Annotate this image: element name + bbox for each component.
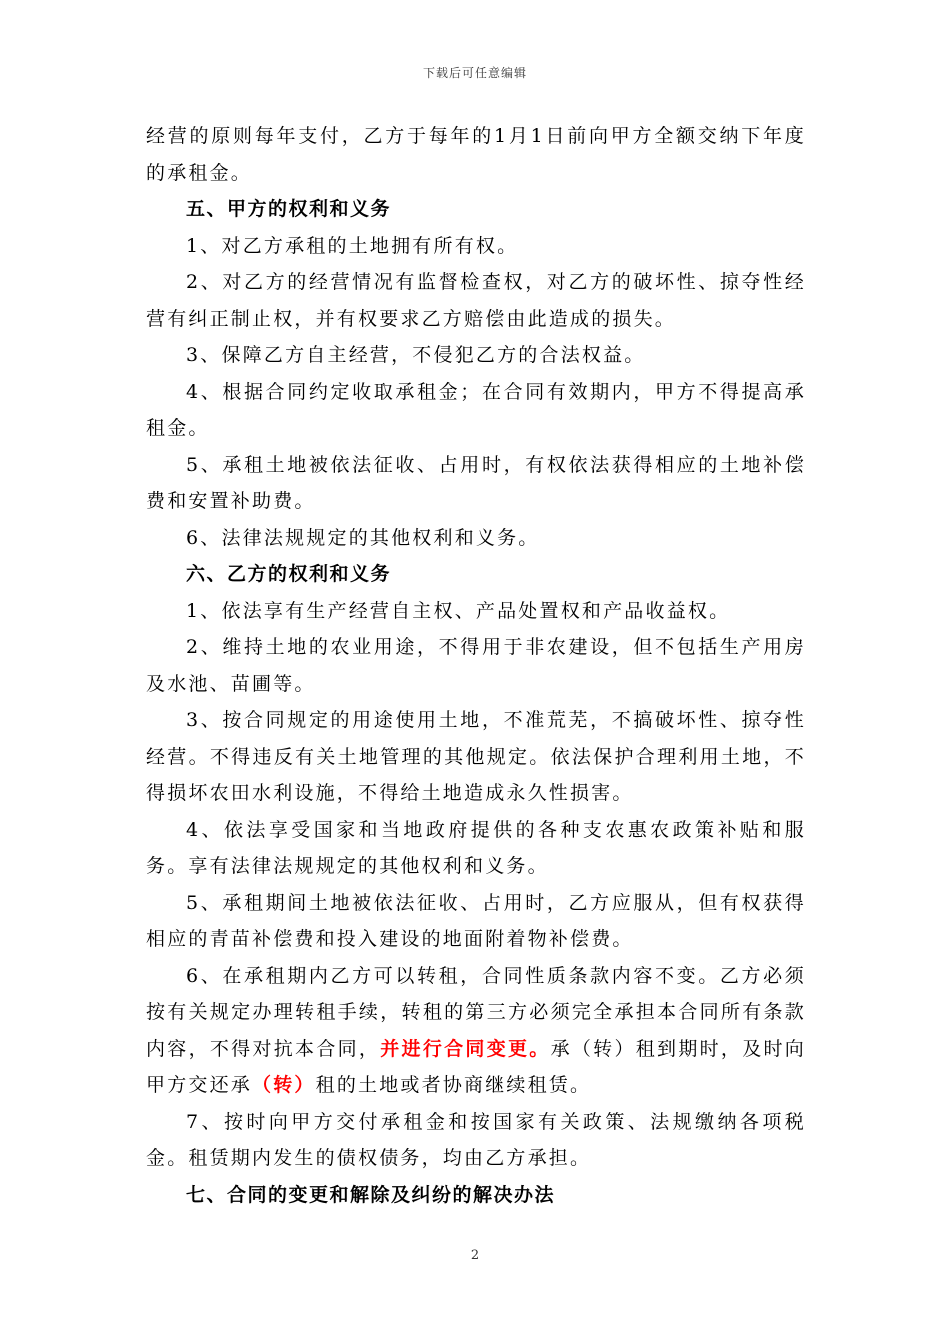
page-header: 下载后可任意编辑 <box>422 66 527 80</box>
clause-b3: 3、按合同规定的用途使用土地，不准荒芜，不搞破坏性、掠夺性经营。不得违反有关土地管理的其他规定。依法保护合理利用土地，不得损坏农田水利设施，不得给土地造成永久性损害。 <box>146 709 806 804</box>
clause-b6 <box>146 958 806 1104</box>
clause-a4: 4、根据合同约定收取承租金；在合同有效期内，甲方不得提高承租金。 <box>146 380 806 439</box>
section-heading-7: 七、合同的变更和解除及纠纷的解决办法 <box>186 1183 556 1206</box>
clause-b1: 1、依法享有生产经营自主权、产品处置权和产品收益权。 <box>186 599 731 622</box>
clause-b6-highlight-2: （转） <box>252 1074 316 1096</box>
clause-b6-highlight-1: 并进行合同变更。 <box>380 1037 551 1060</box>
clause-b5: 5、承租期间土地被依法征收、占用时，乙方应服从，但有权获得相应的青苗补偿费和投入建设的地面附着物补偿费。 <box>146 891 806 950</box>
document-body <box>146 118 806 1213</box>
clause-a1: 1、对乙方承租的土地拥有所有权。 <box>186 234 519 257</box>
section-heading-6: 六、乙方的权利和义务 <box>186 563 392 585</box>
section-heading-5: 五、甲方的权利和义务 <box>186 198 392 220</box>
clause-b7: 7、按时向甲方交付承租金和按国家有关政策、法规缴纳各项税金。租赁期内发生的债权债务，均由乙方承担。 <box>146 1110 806 1169</box>
clause-b6-text-1: 6、在承租期内乙方可以转租，合同性质条款内容不变。乙方必须按有关规定办理转租手续，转租的第三方必须完全承担本合同所有条款内容，不得对抗本合同， <box>146 964 806 1060</box>
clause-b4: 4、依法享受国家和当地政府提供的各种支农惠农政策补贴和服务。享有法律法规规定的其他权利和义务。 <box>146 818 806 877</box>
clause-b2: 2、维持土地的农业用途，不得用于非农建设，但不包括生产用房及水池、苗圃等。 <box>146 636 806 695</box>
paragraph-continuation: 经营的原则每年支付，乙方于每年的1月1日前向甲方全额交纳下年度的承租金。 <box>146 125 806 184</box>
clause-b6-text-3: 租的土地或者协商继续租赁。 <box>315 1074 592 1096</box>
clause-b6-text-2: 承（转）租到期时，及时向甲方交还承 <box>146 1037 806 1096</box>
clause-a2: 2、对乙方的经营情况有监督检查权，对乙方的破坏性、掠夺性经营有纠正制止权，并有权要求乙方赔偿由此造成的损失。 <box>146 271 806 330</box>
clause-a3: 3、保障乙方自主经营，不侵犯乙方的合法权益。 <box>186 344 646 366</box>
clause-a6: 6、法律法规规定的其他权利和义务。 <box>186 526 540 549</box>
page-number: 2 <box>470 1248 480 1263</box>
clause-a5: 5、承租土地被依法征收、占用时，有权依法获得相应的土地补偿费和安置补助费。 <box>146 453 806 512</box>
